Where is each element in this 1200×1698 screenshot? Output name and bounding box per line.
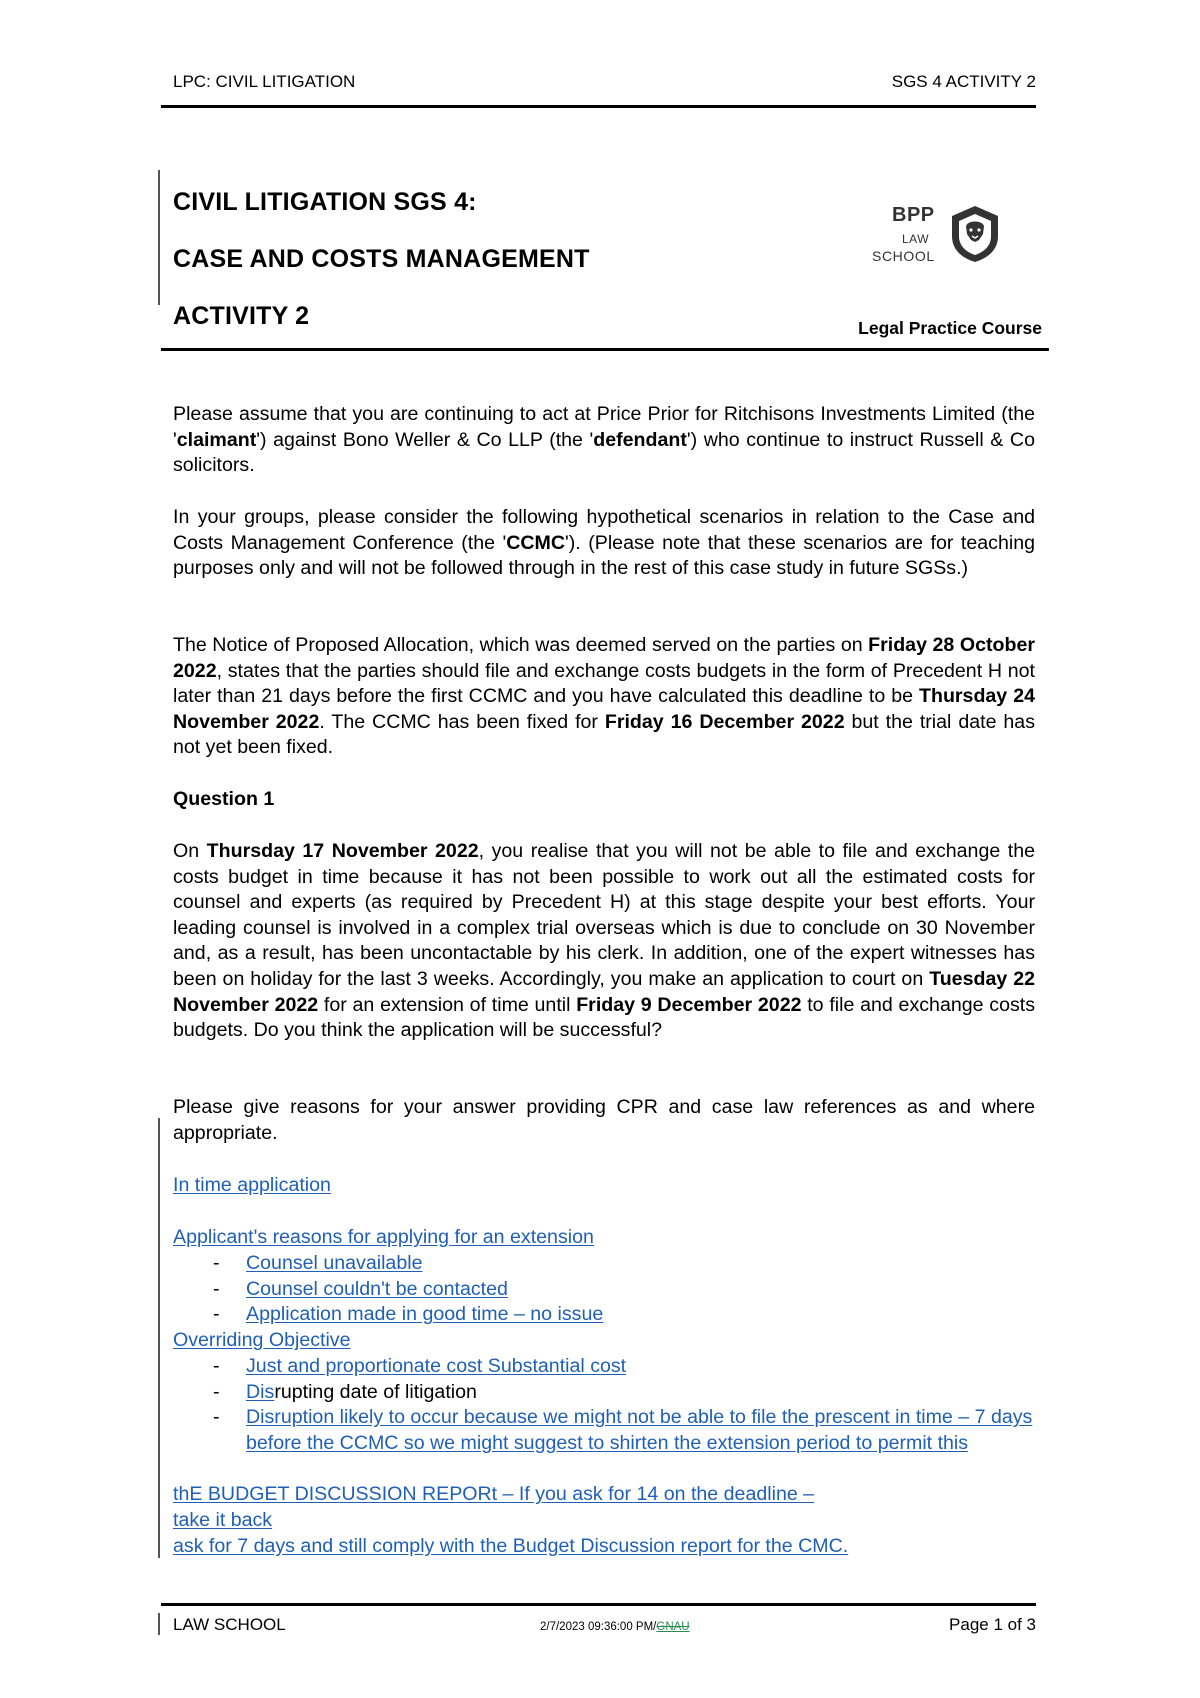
- header-left: LPC: CIVIL LITIGATION: [173, 72, 356, 91]
- list-item: - Counsel unavailable: [213, 1252, 423, 1274]
- question-1-instruction: Please give reasons for your answer providing CPR and case law references as and where appropriate.: [173, 1096, 1035, 1144]
- note-budget-1: thE BUDGET DISCUSSION REPORt – If you ask for 14 on the deadline –: [173, 1483, 815, 1505]
- footer-rule: [161, 1603, 1036, 1606]
- note-in-time: In time application: [173, 1174, 331, 1196]
- note-budget-2: take it back: [173, 1509, 273, 1531]
- lion-shield-icon: [948, 204, 1002, 264]
- change-bar: [158, 170, 160, 305]
- bpp-logo: [872, 200, 1052, 270]
- footer-page: Page 1 of 3: [949, 1615, 1036, 1634]
- change-bar-notes: [158, 1118, 160, 1558]
- list-item: - Application made in good time – no issue: [213, 1303, 604, 1326]
- list-item: - Disruption likely to occur because we might not be able to file the prescent in time – 7 days before the CCMC so we might suggest to shirten the extension period to permit this: [213, 1406, 1033, 1454]
- list-item: - Counsel couldn't be contacted: [213, 1277, 508, 1300]
- header-rule: [161, 105, 1036, 108]
- logo-course: Legal Practice Course: [858, 318, 1042, 338]
- title-line-3: ACTIVITY 2: [173, 302, 310, 330]
- title-line-2: CASE AND COSTS MANAGEMENT: [173, 245, 590, 273]
- logo-brand: BPP: [892, 204, 935, 226]
- list-item: - Disrupting date of litigation: [213, 1380, 477, 1403]
- change-bar-footer: [158, 1613, 160, 1635]
- footer-datetime: 2/7/2023 09:36:00 PM/GNAU: [540, 1621, 690, 1633]
- question-1-heading: Question 1: [173, 788, 275, 810]
- reasons-list: [173, 1251, 1035, 1328]
- title-rule: [161, 348, 1049, 351]
- logo-school: SCHOOL: [872, 248, 935, 264]
- intro-paragraph-1: Please assume that you are continuing to act at Price Prior for Ritchisons Investments Limited (the 'claimant') against Bono Weller & Co LLP (the 'defendant') who continue to instruct Russell & Co solicitors.: [173, 403, 1035, 477]
- list-item: - Just and proportionate cost Substantial cost: [213, 1355, 627, 1377]
- note-oo-heading: Overriding Objective: [173, 1329, 351, 1351]
- note-reasons-heading: Applicant's reasons for applying for an extension: [173, 1226, 594, 1248]
- logo-law: LAW: [902, 232, 930, 246]
- intro-paragraph-2: In your groups, please consider the following hypothetical scenarios in relation to the Case and Costs Management Conference (the 'CCMC'). (Please note that these scenarios are for teaching purposes only and will not be followed through in the rest of this case study in future SGSs.): [173, 506, 1035, 580]
- header-right: SGS 4 ACTIVITY 2: [891, 72, 1036, 91]
- footer-left: LAW SCHOOL: [173, 1615, 286, 1634]
- intro-paragraph-3: The Notice of Proposed Allocation, which was deemed served on the parties on Friday 28 October 2022, states that the parties should file and exchange costs budgets in the form of Precedent H not later than 21 days before the first CCMC and you have calculated this deadline to be Thursday 24 November 2022. The CCMC has been fixed for Friday 16 December 2022 but the trial date has not yet been fixed.: [173, 634, 1035, 759]
- note-budget-3: ask for 7 days and still comply with the Budget Discussion report for the CMC.: [173, 1535, 849, 1557]
- question-1-text: On Thursday 17 November 2022, you realise that you will not be able to file and exchange the costs budget in time because it has not been possible to work out all the estimated costs for counsel and experts (as required by Precedent H) at this stage despite your best efforts. Your leading counsel is involved in a complex trial overseas which is due to conclude on 30 November and, as a result, has been uncontactable by his clerk. In addition, one of the expert witnesses has been on holiday for the last 3 weeks. Accordingly, you make an application to court on Tuesday 22 November 2022 for an extension of time until Friday 9 December 2022 to file and exchange costs budgets. Do you think the application will be successful?: [173, 840, 1036, 1042]
- title-line-1: CIVIL LITIGATION SGS 4:: [173, 188, 477, 216]
- oo-list: [173, 1354, 1035, 1456]
